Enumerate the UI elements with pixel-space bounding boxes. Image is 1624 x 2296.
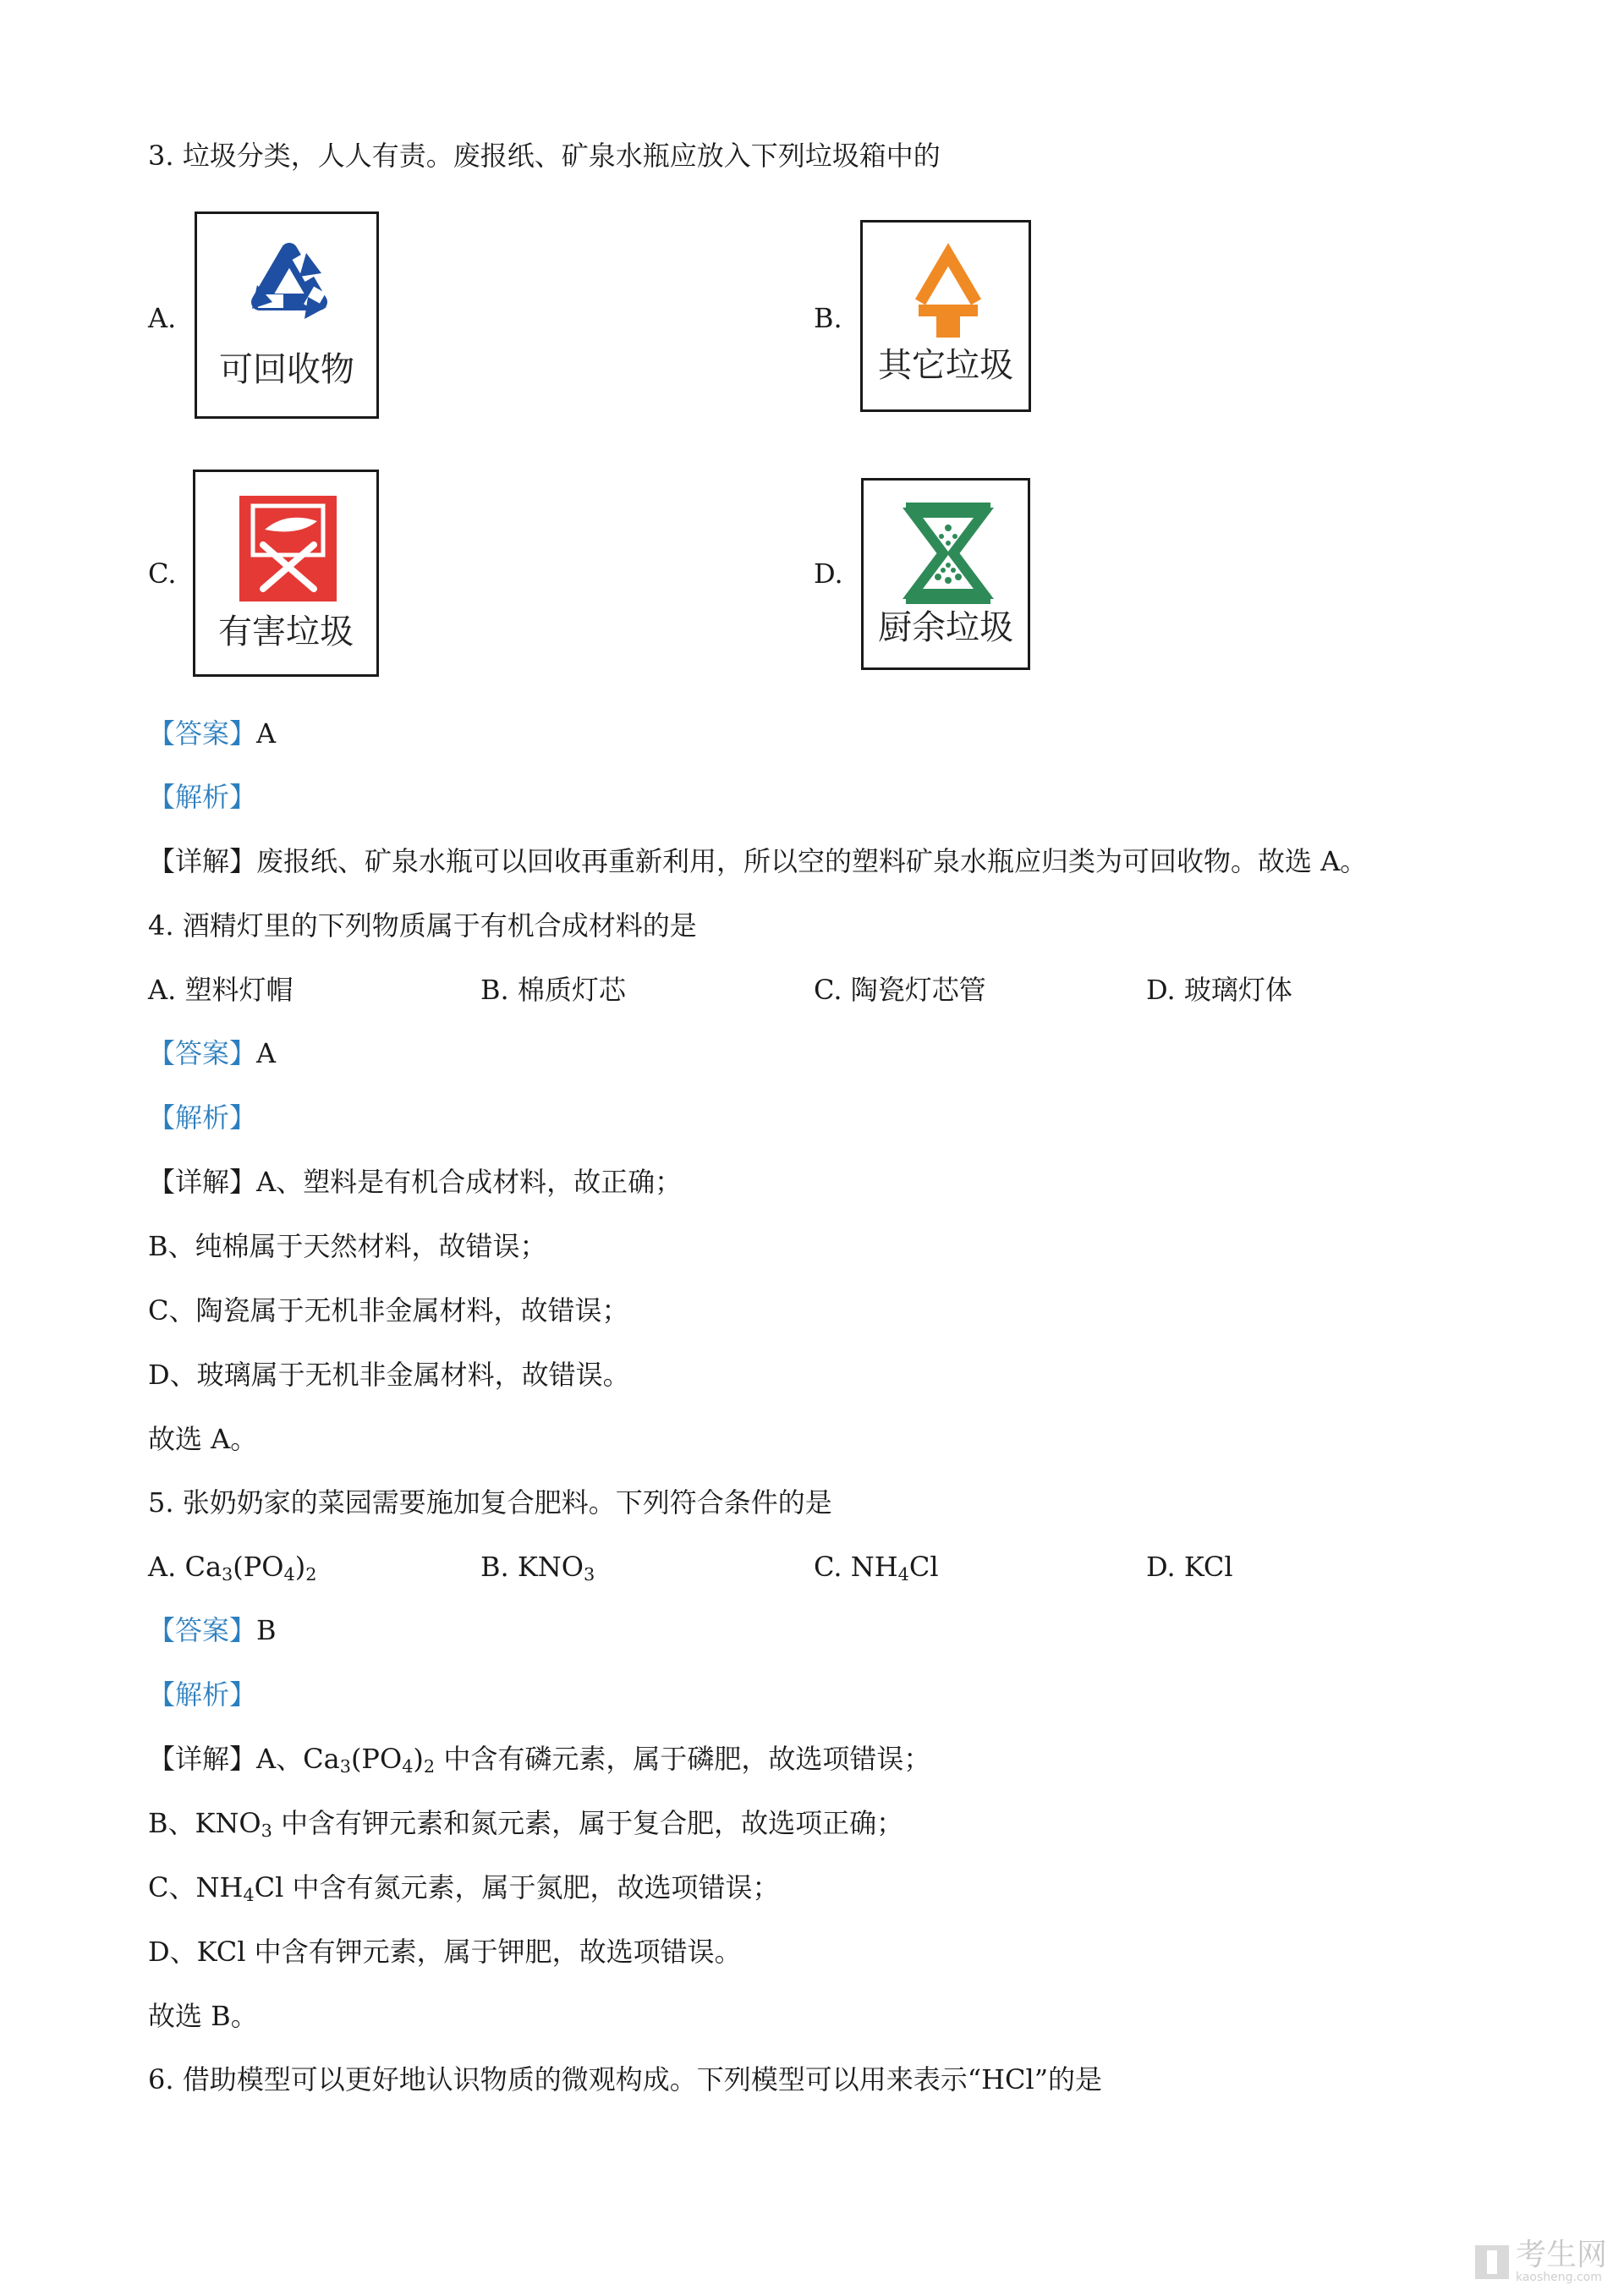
q5-option-b: B. $KNO_3$ [480,1551,595,1585]
recyclable-bin-sign [195,211,379,419]
kitchen-waste-caption: 厨余垃圾 [878,608,1013,647]
watermark-subtext: kaosheng.com [1515,2271,1602,2284]
q3-option-b-letter: B. [814,302,842,334]
answer-tag: 【答案】 [148,1614,257,1646]
detail-tag: 【详解】 [148,1166,257,1198]
q3-option-a-letter: A. [148,302,177,334]
kitchen-waste-bin-sign [861,478,1030,670]
q4-detail-1 [148,1163,682,1200]
recyclable-caption: 可回收物 [219,350,354,389]
analysis-tag: 【解析】 [148,1678,257,1711]
q4-answer [148,1035,276,1072]
detail-tag: 【详解】 [148,845,257,877]
watermark-text: 考生网 [1515,2238,1607,2272]
q4-analysis [148,1099,256,1136]
q4-detail-2: B、纯棉属于天然材料，故错误； [148,1230,547,1262]
q5-answer [148,1612,277,1649]
q5-option-c: C. $NH_4Cl$ [814,1551,939,1585]
q4-option-a: A. 塑料灯帽 [148,974,294,1006]
q3-answer [148,715,276,752]
answer-tag: 【答案】 [148,717,257,750]
answer-value: A [256,1037,277,1069]
q3-detail [148,843,1367,880]
analysis-tag: 【解析】 [148,781,257,813]
other-waste-icon [902,243,995,344]
q5-detail-2: B、$KNO_3$ 中含有钾元素和氮元素，属于复合肥，故选项正确； [148,1807,904,1842]
q4-stem: 4. 酒精灯里的下列物质属于有机合成材料的是 [148,909,697,942]
q5-option-a: A. $Ca_3(PO_4)_2$ [148,1551,317,1585]
q5-analysis [148,1676,256,1713]
hazardous-waste-caption: 有害垃圾 [218,612,354,651]
q5-detail-3: C、$NH_4Cl$ 中含有氮元素，属于氮肥，故选项错误； [148,1871,780,1906]
hazardous-waste-icon [239,496,337,601]
q4-detail-4: D、玻璃属于无机非金属材料，故错误。 [148,1359,630,1391]
q6-stem: 6. 借助模型可以更好地认识物质的微观构成。下列模型可以用来表示“HCl”的是 [148,2063,1103,2096]
q4-option-b: B. 棉质灯芯 [480,974,626,1006]
q4-option-c: C. 陶瓷灯芯管 [814,974,986,1006]
q5-option-d: D. KCl [1146,1551,1233,1583]
q5-detail-4: D、KCl 中含有钾元素，属于钾肥，故选项错误。 [148,1936,742,1968]
analysis-tag: 【解析】 [148,1101,257,1134]
q4-option-d: D. 玻璃灯体 [1146,974,1292,1006]
recycle-icon [239,236,340,338]
answer-tag: 【答案】 [148,1037,257,1069]
q3-option-c-letter: C. [148,558,177,590]
detail-text: A、塑料是有机合成材料，故正确； [256,1166,683,1198]
q3-option-d-letter: D. [814,558,843,590]
kitchen-waste-icon [901,499,996,607]
answer-value: B [256,1614,277,1646]
q3-analysis [148,778,256,816]
other-waste-bin-sign [860,220,1031,412]
q4-detail-3: C、陶瓷属于无机非金属材料，故错误； [148,1294,629,1327]
detail-text: 废报纸、矿泉水瓶可以回收再重新利用，所以空的塑料矿泉水瓶应归类为可回收物。故选 A。 [256,845,1368,877]
answer-value: A [256,717,277,750]
other-waste-caption: 其它垃圾 [878,346,1013,385]
q4-detail-5: 故选 A。 [148,1423,258,1455]
q3-stem: 3. 垃圾分类，人人有责。废报纸、矿泉水瓶应放入下列垃圾箱中的 [148,140,941,172]
q5-detail-1: 【详解】A、$Ca_3(PO_4)_2$ 中含有磷元素，属于磷肥，故选项错误； [148,1743,931,1777]
watermark [1475,2240,1607,2284]
q5-detail-5: 故选 B。 [148,2000,258,2032]
q5-stem: 5. 张奶奶家的菜园需要施加复合肥料。下列符合条件的是 [148,1486,832,1519]
watermark-logo-icon [1475,2245,1509,2279]
hazardous-waste-bin-sign [193,470,379,677]
